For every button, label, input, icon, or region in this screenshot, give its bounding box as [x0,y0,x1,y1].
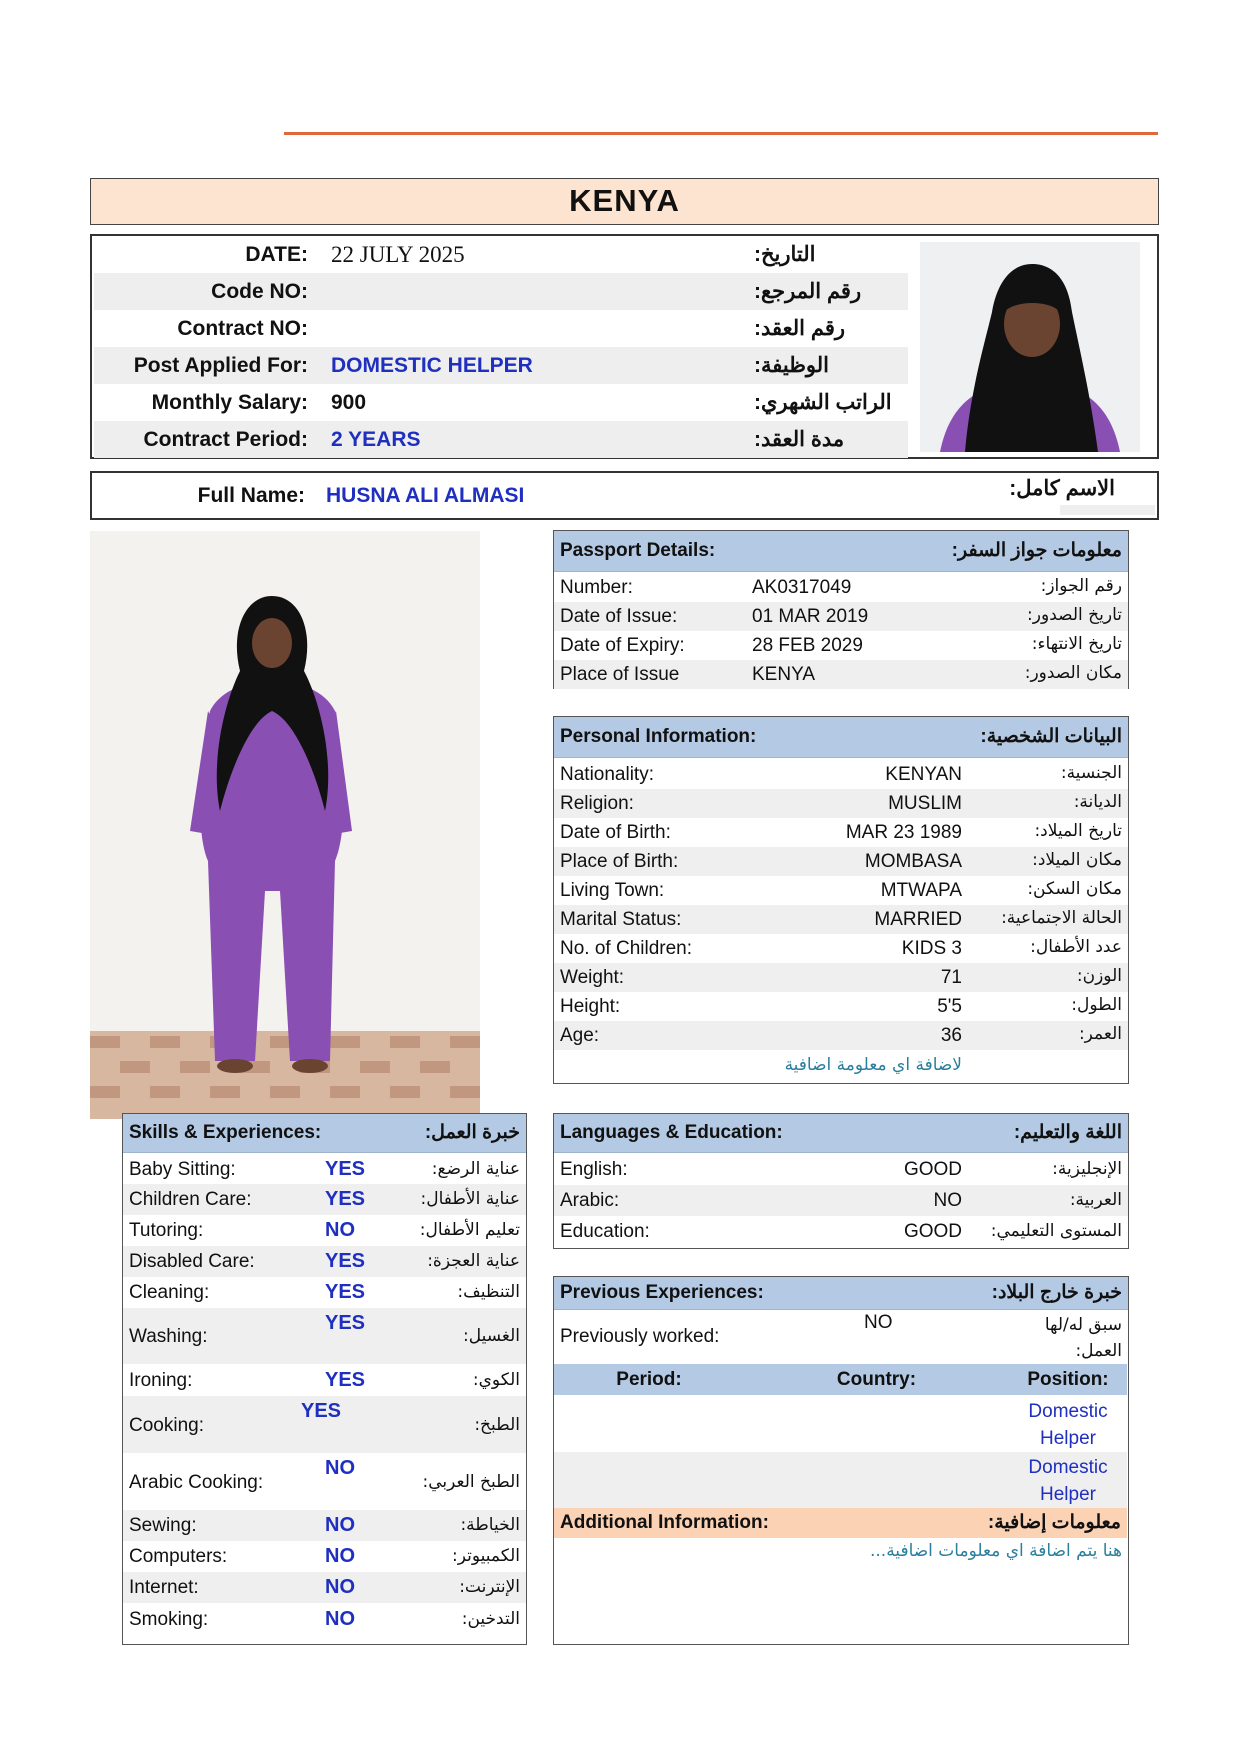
skill-label-ar: عناية العجزة: [427,1251,520,1271]
dob-value: MAR 23 1989 [845,822,962,843]
skill-label: Cleaning: [129,1282,210,1303]
code-label: Code NO: [211,280,308,303]
skill-label: Smoking: [129,1609,209,1630]
arabic-label: Arabic: [560,1190,620,1211]
previous-experience-title-ar: خبرة خارج البلاد: [991,1282,1122,1303]
marital-label: Marital Status: [560,909,682,930]
languages-title-ar: اللغة والتعليم: [1013,1122,1122,1143]
skill-row-children-care [123,1184,526,1215]
experience-table-header [554,1364,1127,1395]
skill-label: Arabic Cooking: [129,1472,264,1493]
passport-number-label-ar: رقم الجواز: [1040,576,1122,596]
header-row-salary [94,384,908,421]
skill-label-ar: تعليم الأطفال: [419,1220,520,1240]
date-label: DATE: [245,243,308,266]
salary-label-ar: الراتب الشهري: [754,391,892,414]
skill-row-ironing [123,1364,526,1396]
skill-value: YES [325,1312,366,1334]
skill-row-cleaning [123,1277,526,1308]
marital-label-ar: الحالة الاجتماعية: [1001,908,1122,928]
skill-row-baby-sitting [123,1154,526,1184]
passport-header [554,531,1128,572]
skill-value: YES [301,1400,342,1422]
additional-info-header [554,1508,1127,1538]
marital-value: MARRIED [874,909,962,930]
dob-label: Date of Birth: [560,822,671,843]
header-row-code [94,273,908,310]
passport-title: Passport Details: [560,540,716,561]
header-divider-line [284,132,1158,135]
skill-label-ar: الكوي: [472,1370,520,1390]
salary-label: Monthly Salary: [151,391,308,414]
skill-row-smoking [123,1603,526,1643]
passport-expiry-label: Date of Expiry: [560,635,685,656]
code-label-ar: رقم المرجع: [754,280,862,303]
nationality-value: KENYAN [885,764,962,785]
personal-row-religion [554,789,1128,818]
personal-row-marital [554,905,1128,934]
personal-row-weight [554,963,1128,992]
children-label-ar: عدد الأطفال: [1030,937,1122,957]
skill-value: NO [325,1545,355,1567]
skill-value: NO [325,1457,355,1479]
experience-position: Domestic Helper [1028,1457,1108,1505]
skill-label: Disabled Care: [129,1251,255,1272]
passport-number-label: Number: [560,577,633,598]
passport-row-issue [554,602,1128,631]
skill-row-internet [123,1572,526,1603]
pob-label-ar: مكان الميلاد: [1032,850,1122,870]
date-label-ar: التاريخ: [754,243,816,266]
passport-place-label-ar: مكان الصدور: [1024,663,1122,683]
weight-value: 71 [940,967,962,988]
skill-label-ar: الكمبيوتر: [452,1546,520,1566]
skill-row-sewing [123,1510,526,1541]
skill-row-washing [123,1308,526,1364]
country-column-header: Country: [836,1369,917,1390]
religion-label-ar: الديانة: [1073,792,1122,812]
additional-info-title-ar: معلومات إضافية: [987,1512,1121,1533]
skill-row-arabic-cooking [123,1453,526,1510]
period-column-header: Period: [616,1369,682,1390]
skill-label-ar: الطبخ العربي: [422,1472,520,1492]
passport-expiry-label-ar: تاريخ الانتهاء: [1031,634,1122,654]
personal-extra-note: لاضافة اي معلومة اضافية [784,1055,962,1075]
skill-label: Ironing: [129,1370,193,1391]
contract-no-label-ar: رقم العقد: [754,317,845,340]
personal-info-title: Personal Information: [560,726,757,747]
position-column-header: Position: [1027,1369,1109,1390]
passport-row-expiry [554,631,1128,660]
full-body-photo [90,531,480,1119]
period-label: Contract Period: [143,428,308,451]
post-label-ar: الوظيفة: [754,354,830,377]
languages-title: Languages & Education: [560,1122,783,1143]
additional-info-note: هنا يتم اضافة اي معلومات اضافية... [869,1541,1122,1561]
children-label: No. of Children: [560,938,693,959]
dob-label-ar: تاريخ الميلاد: [1034,821,1122,841]
post-label: Post Applied For: [133,354,308,377]
previously-worked-value: NO [864,1312,893,1333]
contract-no-label: Contract NO: [177,317,308,340]
language-row-english [554,1154,1128,1185]
skill-label-ar: التدخين: [461,1609,520,1629]
header-row-post [94,347,908,384]
nationality-label-ar: الجنسية: [1060,763,1122,783]
passport-row-place [554,660,1128,689]
previous-experience-header [554,1277,1128,1310]
religion-label: Religion: [560,793,634,814]
passport-issue-label: Date of Issue: [560,606,678,627]
header-row-date [94,236,908,273]
skill-label-ar: التنظيف: [457,1282,520,1302]
post-value: DOMESTIC HELPER [331,354,533,377]
skill-row-tutoring [123,1215,526,1246]
skill-value: YES [325,1250,366,1272]
languages-header [554,1114,1128,1153]
english-value: GOOD [903,1159,962,1180]
weight-label-ar: الوزن: [1076,966,1122,986]
country-banner: KENYA [90,178,1159,225]
full-name-ar-underline [1060,505,1155,515]
personal-row-dob [554,818,1128,847]
skill-value: YES [325,1158,366,1180]
language-row-arabic [554,1185,1128,1216]
skill-value: YES [325,1281,366,1303]
skill-label: Internet: [129,1577,199,1598]
skill-label: Children Care: [129,1189,252,1210]
english-label: English: [560,1159,628,1180]
weight-label: Weight: [560,967,625,988]
english-label-ar: الإنجليزية: [1052,1159,1122,1179]
date-value: 22 JULY 2025 [331,242,465,267]
skill-label-ar: الإنترنت: [459,1577,520,1597]
nationality-label: Nationality: [560,764,654,785]
skills-title: Skills & Experiences: [129,1122,322,1143]
skill-label-ar: الطبخ: [474,1415,520,1435]
period-label-ar: مدة العقد: [754,428,845,451]
religion-value: MUSLIM [888,793,962,814]
education-label-ar: المستوى التعليمي: [990,1221,1122,1241]
passport-title-ar: معلومات جواز السفر: [951,540,1122,561]
living-town-label-ar: مكان السكن: [1027,879,1122,899]
passport-place-label: Place of Issue [560,664,680,685]
personal-info-header [554,717,1128,758]
header-row-period [94,421,908,458]
age-label: Age: [560,1025,600,1046]
language-row-education [554,1216,1128,1247]
skills-panel [122,1113,527,1645]
arabic-label-ar: العربية: [1069,1190,1122,1210]
education-value: GOOD [903,1221,962,1242]
personal-info-panel [553,716,1129,1084]
age-value: 36 [940,1025,962,1046]
skill-label-ar: الغسيل: [462,1326,520,1346]
personal-info-title-ar: البيانات الشخصية: [980,726,1122,747]
experience-table-row [554,1395,1127,1452]
salary-value: 900 [331,391,367,414]
full-name-label: Full Name: [197,484,305,507]
skill-label-ar: عناية الأطفال: [420,1189,520,1209]
skill-label-ar: عناية الرضع: [431,1159,520,1179]
full-name-value: HUSNA ALI ALMASI [326,484,525,507]
languages-panel [553,1113,1129,1249]
living-town-value: MTWAPA [880,880,962,901]
previously-worked-row [554,1310,1128,1364]
previously-worked-label-ar: سبق له/لها العمل: [1044,1315,1122,1361]
pob-value: MOMBASA [864,851,962,872]
skill-value: NO [325,1576,355,1598]
height-label-ar: الطول: [1071,995,1122,1015]
experience-table-row [554,1452,1127,1508]
skill-value: NO [325,1219,355,1241]
skill-label: Washing: [129,1326,208,1347]
skill-row-computers [123,1541,526,1572]
portrait-photo [920,242,1140,452]
skill-label: Sewing: [129,1515,197,1536]
period-value: 2 YEARS [331,428,421,451]
personal-row-pob [554,847,1128,876]
personal-row-children [554,934,1128,963]
skill-label: Tutoring: [129,1220,204,1241]
previously-worked-label: Previously worked: [560,1326,720,1347]
passport-expiry-value: 28 FEB 2029 [752,635,863,656]
passport-row-number [554,573,1128,602]
pob-label: Place of Birth: [560,851,679,872]
header-row-contract-no [94,310,908,347]
passport-issue-label-ar: تاريخ الصدور: [1027,605,1122,625]
full-name-label-ar: الاسم كامل: [1009,477,1115,500]
children-value: KIDS 3 [901,938,962,959]
experience-position: Domestic Helper [1028,1401,1108,1449]
living-town-label: Living Town: [560,880,665,901]
skill-label: Cooking: [129,1415,204,1436]
skill-value: YES [325,1188,366,1210]
passport-number-value: AK0317049 [752,577,852,598]
previous-experience-title: Previous Experiences: [560,1282,764,1303]
skill-label: Computers: [129,1546,228,1567]
personal-row-height [554,992,1128,1021]
additional-info-title: Additional Information: [560,1512,769,1533]
skill-label-ar: الخياطة: [460,1515,520,1535]
passport-place-value: KENYA [752,664,816,685]
education-label: Education: [560,1221,650,1242]
personal-row-extra [554,1051,1128,1080]
age-label-ar: العمر: [1078,1024,1122,1044]
skill-row-cooking [123,1396,526,1453]
previous-experience-panel [553,1276,1129,1645]
passport-issue-value: 01 MAR 2019 [752,606,869,627]
skills-header [123,1114,526,1153]
passport-panel [553,530,1129,689]
skill-label: Baby Sitting: [129,1159,236,1180]
height-value: 5'5 [937,996,962,1017]
height-label: Height: [560,996,621,1017]
arabic-value: NO [933,1190,962,1211]
skill-value: NO [325,1608,355,1630]
personal-row-nationality [554,760,1128,789]
skill-value: YES [325,1369,366,1391]
skills-title-ar: خبرة العمل: [424,1122,520,1143]
personal-row-living-town [554,876,1128,905]
personal-row-age [554,1021,1128,1050]
skill-value: NO [325,1514,355,1536]
skill-row-disabled-care [123,1246,526,1277]
